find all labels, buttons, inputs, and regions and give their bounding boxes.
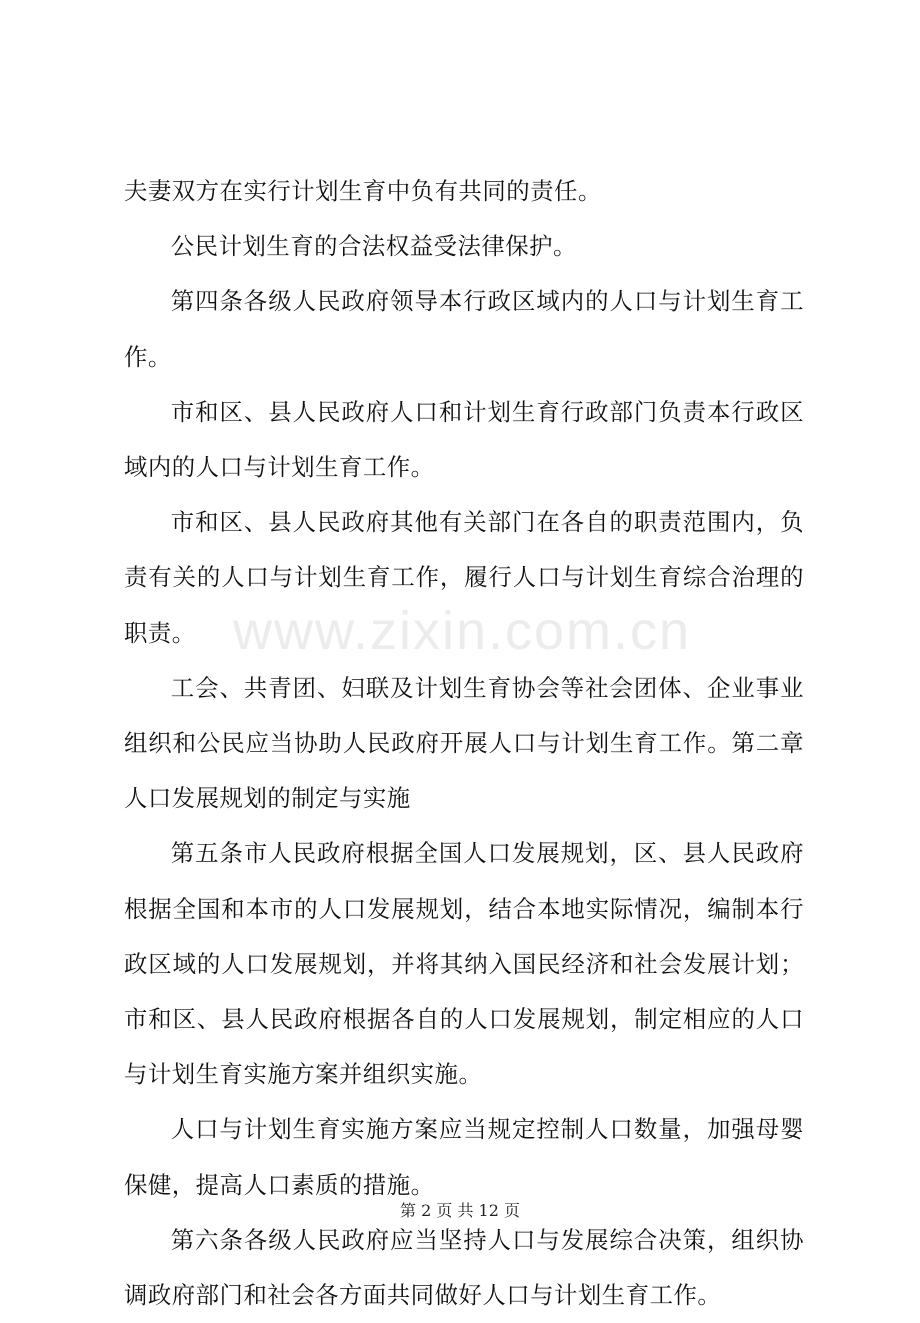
paragraph: 第四条各级人民政府领导本行政区域内的人口与计划生育工作。: [124, 287, 804, 371]
paragraph: 市和区、县人民政府其他有关部门在各自的职责范围内，负责有关的人口与计划生育工作，履行人口与计划生育综合治理的职责。: [124, 508, 804, 647]
paragraph: 夫妻双方在实行计划生育中负有共同的责任。: [124, 177, 602, 205]
watermark: www.zixin.com.cn: [232, 601, 692, 661]
paragraph: 第五条市人民政府根据全国人口发展规划，区、县人民政府根据全国和本市的人口发展规划，结合本地实际情况，编制本行政区域的人口发展规划，并将其纳入国民经济和社会发展计划；市和区、县人民政府根据各自的人口发展规划，制定相应的人口与计划生育实施方案并组织实施。: [124, 839, 804, 1089]
paragraph: 第六条各级人民政府应当坚持人口与发展综合决策，组织协调政府部门和社会各方面共同做好人口与计划生育工作。: [124, 1225, 804, 1310]
paragraph: 工会、共青团、妇联及计划生育协会等社会团体、企业事业组织和公民应当协助人民政府开展人口与计划生育工作。第二章人口发展规划的制定与实施: [124, 673, 804, 813]
paragraph: 人口与计划生育实施方案应当规定控制人口数量，加强母婴保健，提高人口素质的措施。: [124, 1115, 804, 1199]
paragraph: 公民计划生育的合法权益受法律保护。: [170, 232, 577, 261]
paragraph: 市和区、县人民政府人口和计划生育行政部门负责本行政区域内的人口与计划生育工作。: [124, 397, 804, 482]
document-body: [124, 164, 804, 1323]
page-footer: 第 2 页 共 12 页: [400, 1201, 520, 1220]
